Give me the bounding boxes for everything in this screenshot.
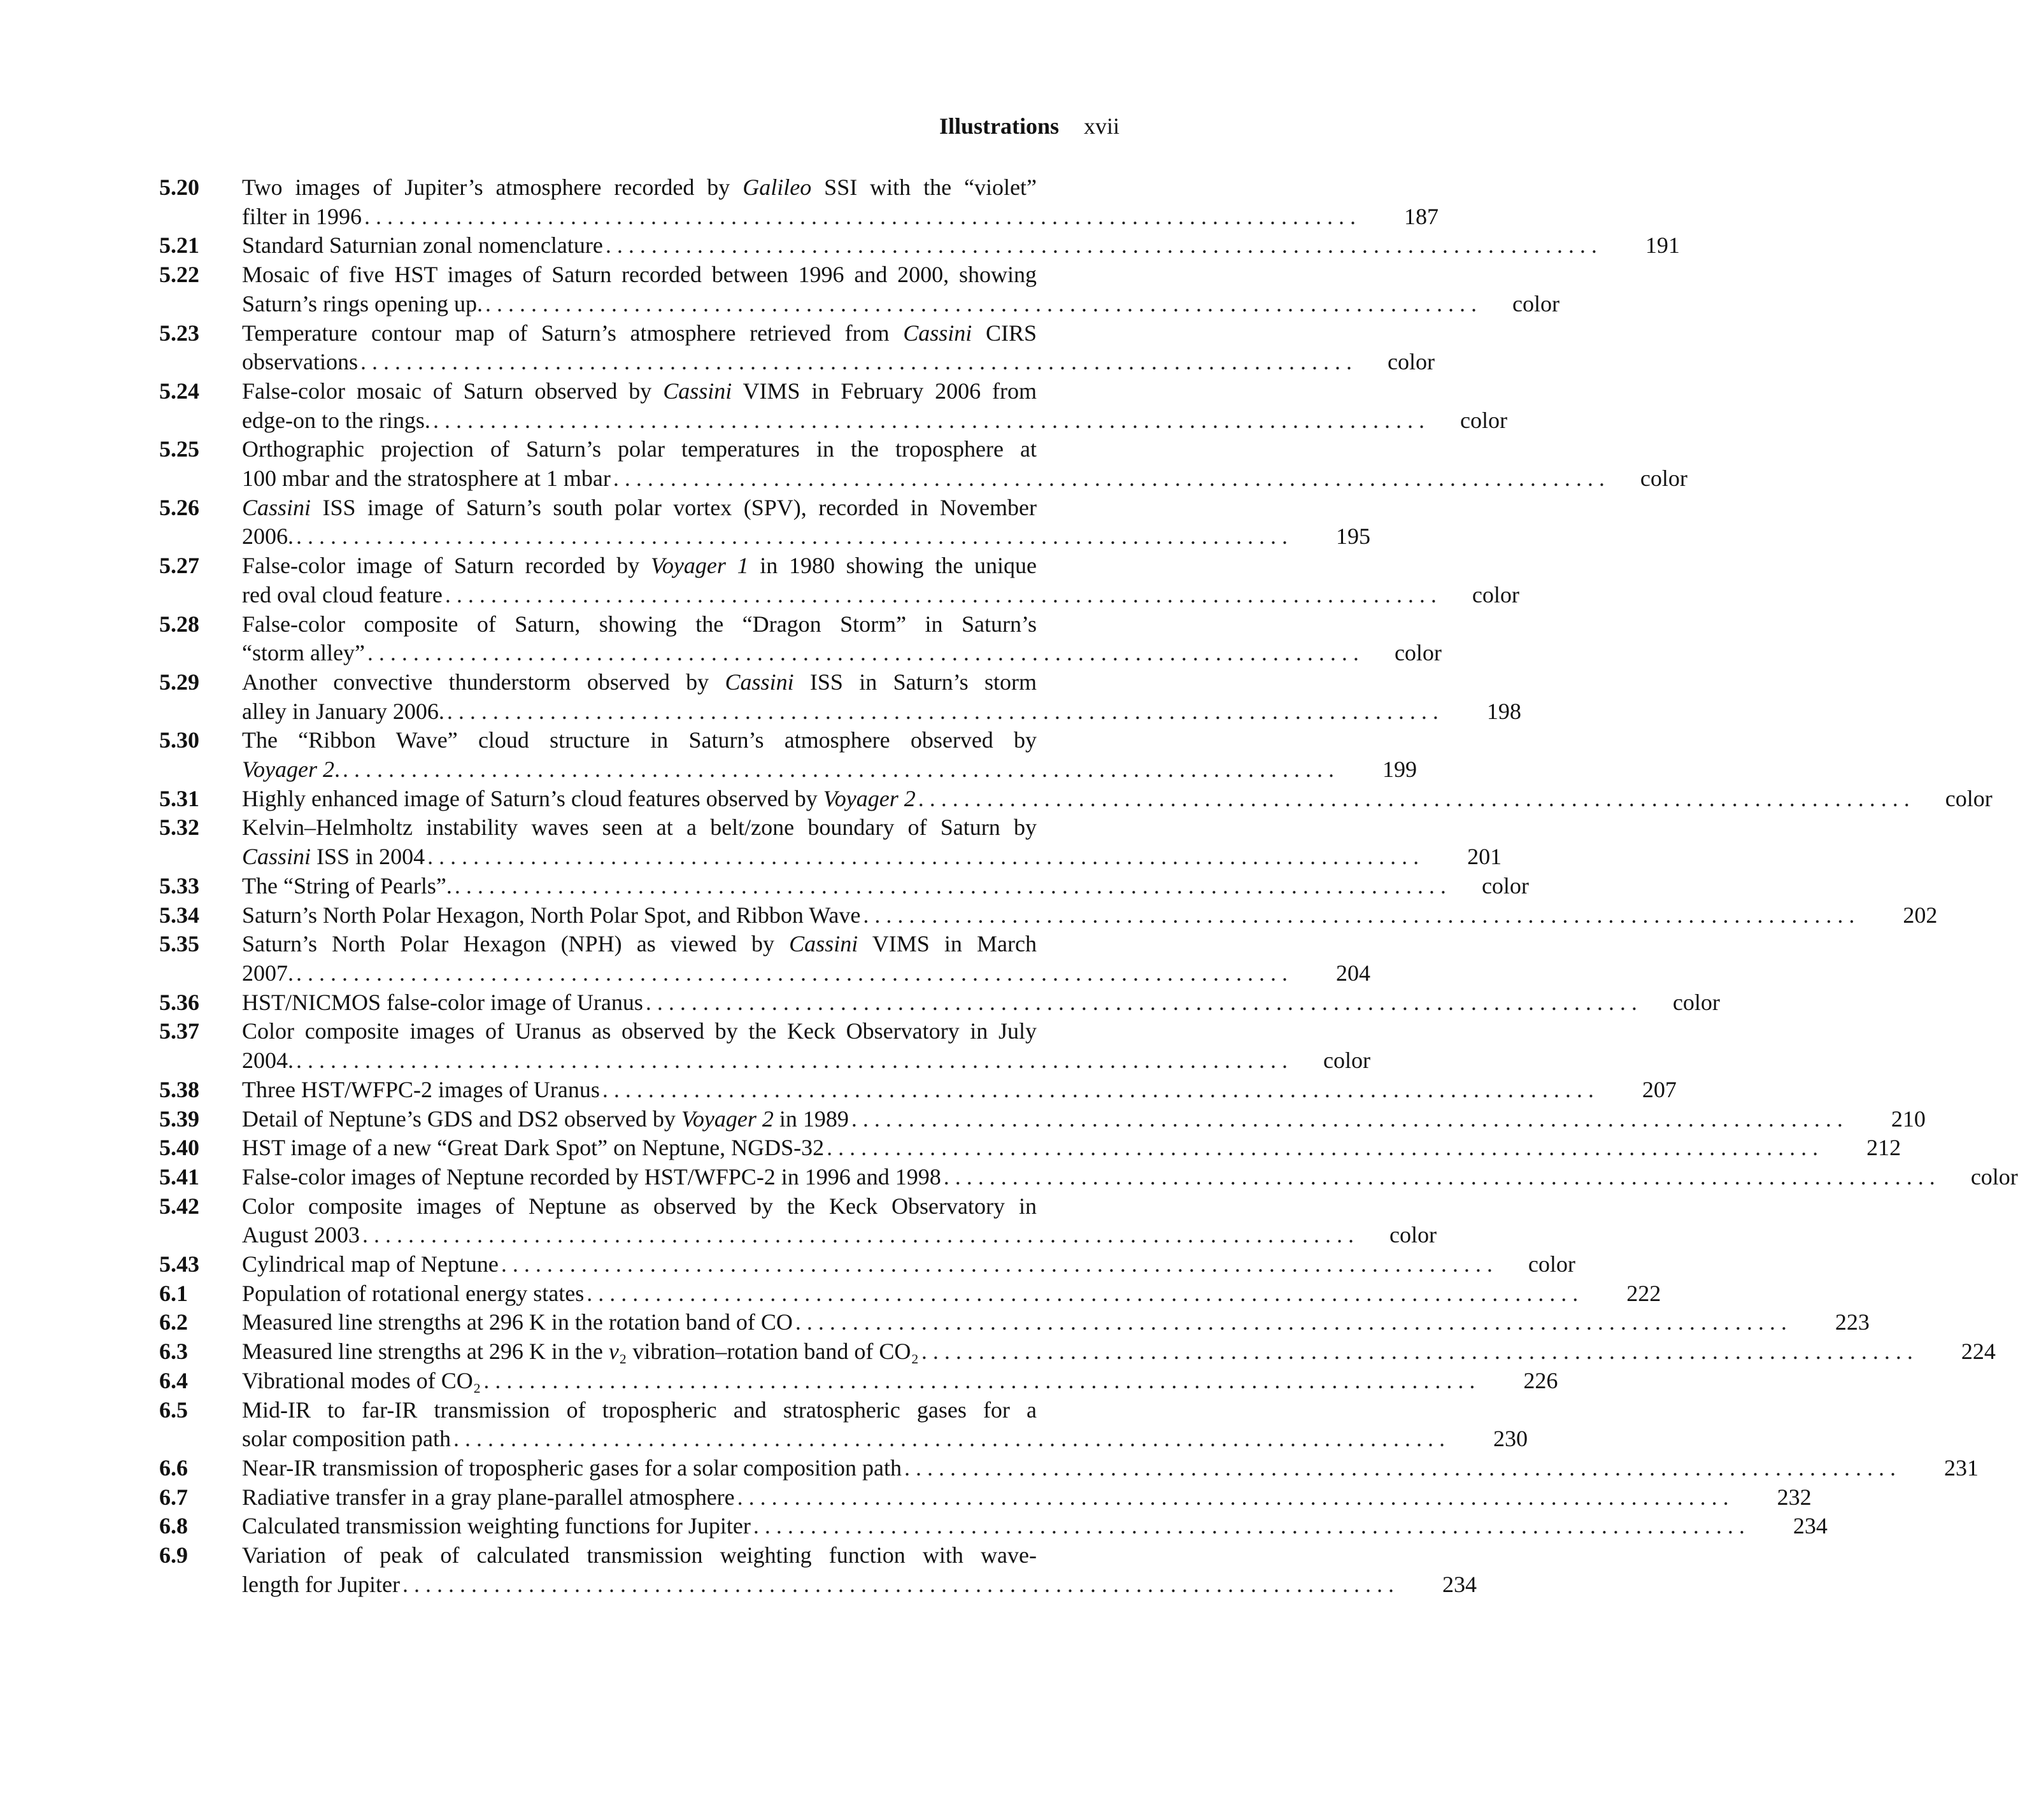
caption-text: Standard Saturnian zonal nomenclature — [242, 232, 603, 259]
page-reference: 199 — [1382, 757, 1417, 783]
caption-line: False-color image of Saturn recorded by Voyager 1 in 1980 showing the unique — [242, 553, 1037, 579]
caption-last-line — [242, 1483, 1812, 1512]
figure-caption — [242, 610, 1442, 668]
caption-text: Near-IR transmission of tropospheric gases for a solar composition path — [242, 1454, 902, 1481]
list-item — [159, 1541, 1477, 1599]
dot-leader: . . . . . . . . . . . . . . . . . . . . . . . . . . . . . . . . . . . . . . . . . . . . . . . . . . . . . . . . . . . . . . . . . . . . . . . . . . . . . . . . . . . . . . . — [362, 1222, 1354, 1248]
dot-leader: . . . . . . . . . . . . . . . . . . . . . . . . . . . . . . . . . . . . . . . . . . . . . . . . . . . . . . . . . . . . . . . . . . . . . . . . . . . . . . . . . . . . . . . — [645, 989, 1637, 1015]
figure-number: 6.9 — [159, 1542, 188, 1568]
dot-leader: . . . . . . . . . . . . . . . . . . . . . . . . . . . . . . . . . . . . . . . . . . . . . . . . . . . . . . . . . . . . . . . . . . . . . . . . . . . . . . . . . . . . . . . — [921, 1339, 1913, 1365]
figure-caption — [242, 260, 1560, 318]
caption-text: HST image of a new “Great Dark Spot” on Neptune, NGDS-32 — [242, 1135, 825, 1161]
list-item — [159, 668, 1521, 726]
list-item — [159, 930, 1370, 988]
page-number: xvii — [1083, 113, 1119, 139]
page-reference: 210 — [1891, 1106, 1926, 1132]
caption-text: Cylindrical map of Neptune — [242, 1251, 499, 1277]
figure-number: 5.34 — [159, 902, 199, 928]
header-title: Illustrations — [939, 113, 1059, 139]
page-reference: 226 — [1523, 1367, 1558, 1393]
figure-number: 5.28 — [159, 611, 199, 637]
figure-caption — [242, 1454, 1979, 1483]
page-reference: color — [1460, 407, 1507, 433]
list-item — [159, 872, 1529, 901]
caption-text: Calculated transmission weighting functions for Jupiter — [242, 1513, 751, 1539]
figure-caption — [242, 1017, 1370, 1075]
figure-number: 5.31 — [159, 785, 199, 811]
figure-number: 6.4 — [159, 1367, 188, 1393]
figure-number: 5.29 — [159, 669, 199, 695]
caption-line: Kelvin–Helmholtz instability waves seen at a belt/zone boundary of Saturn by — [242, 814, 1037, 841]
caption-text: solar composition path — [242, 1426, 451, 1452]
list-item — [159, 1367, 1558, 1396]
caption-last-line — [242, 959, 1370, 988]
caption-last-line — [242, 522, 1370, 551]
list-item — [159, 785, 1993, 814]
caption-last-line — [242, 1425, 1528, 1454]
figure-number: 5.41 — [159, 1163, 199, 1190]
caption-line: Another convective thunderstorm observed by Cassini ISS in Saturn’s storm — [242, 669, 1037, 695]
dot-leader: . . . . . . . . . . . . . . . . . . . . . . . . . . . . . . . . . . . . . . . . . . . . . . . . . . . . . . . . . . . . . . . . . . . . . . . . . . . . . . . . . . . . . . . — [501, 1251, 1493, 1277]
caption-last-line — [242, 464, 1688, 494]
page-reference: 198 — [1486, 698, 1521, 724]
list-item — [159, 1163, 2018, 1192]
list-item — [159, 494, 1370, 551]
caption-text: red oval cloud feature — [242, 581, 443, 608]
list-item — [159, 1017, 1370, 1075]
dot-leader: . . . . . . . . . . . . . . . . . . . . . . . . . . . . . . . . . . . . . . . . . . . . . . . . . . . . . . . . . . . . . . . . . . . . . . . . . . . . . . . . . . . . . . . — [446, 698, 1439, 724]
figure-number: 5.24 — [159, 378, 199, 404]
dot-leader: . . . . . . . . . . . . . . . . . . . . . . . . . . . . . . . . . . . . . . . . . . . . . . . . . . . . . . . . . . . . . . . . . . . . . . . . . . . . . . . . . . . . . . . — [904, 1454, 1896, 1481]
figure-caption — [242, 1076, 1677, 1105]
dot-leader: . . . . . . . . . . . . . . . . . . . . . . . . . . . . . . . . . . . . . . . . . . . . . . . . . . . . . . . . . . . . . . . . . . . . . . . . . . . . . . . . . . . . . . . — [342, 757, 1334, 783]
figure-caption — [242, 1134, 1901, 1163]
caption-text: alley in January 2006. — [242, 698, 444, 724]
caption-text: edge-on to the rings. — [242, 407, 430, 433]
figure-number: 5.22 — [159, 262, 199, 288]
list-item — [159, 1279, 1661, 1309]
page-reference: 191 — [1645, 232, 1680, 259]
caption-line: Temperature contour map of Saturn’s atmosphere retrieved from Cassini CIRS — [242, 320, 1037, 346]
dot-leader: . . . . . . . . . . . . . . . . . . . . . . . . . . . . . . . . . . . . . . . . . . . . . . . . . . . . . . . . . . . . . . . . . . . . . . . . . . . . . . . . . . . . . . . — [444, 581, 1437, 608]
caption-last-line — [242, 901, 1938, 930]
caption-text: observations — [242, 349, 358, 375]
caption-last-line — [242, 639, 1442, 668]
list-item — [159, 231, 1680, 260]
page-reference: 212 — [1866, 1135, 1901, 1161]
figure-number: 6.6 — [159, 1454, 188, 1481]
figure-caption — [242, 1308, 1870, 1337]
page-reference: color — [1528, 1251, 1575, 1277]
page-reference: 224 — [1961, 1339, 1996, 1365]
caption-last-line — [242, 1337, 1996, 1367]
caption-line: Cassini ISS image of Saturn’s south polar vortex (SPV), recorded in November — [242, 494, 1037, 520]
figure-caption — [242, 1541, 1477, 1599]
caption-line: Mid-IR to far-IR transmission of tropospheric and stratospheric gases for a — [242, 1397, 1037, 1423]
page-reference: color — [1640, 466, 1688, 492]
figure-number: 5.37 — [159, 1018, 199, 1044]
caption-text: Population of rotational energy states — [242, 1280, 585, 1306]
dot-leader: . . . . . . . . . . . . . . . . . . . . . . . . . . . . . . . . . . . . . . . . . . . . . . . . . . . . . . . . . . . . . . . . . . . . . . . . . . . . . . . . . . . . . . . — [605, 232, 1597, 259]
caption-last-line — [242, 1134, 1901, 1163]
dot-leader: . . . . . . . . . . . . . . . . . . . . . . . . . . . . . . . . . . . . . . . . . . . . . . . . . . . . . . . . . . . . . . . . . . . . . . . . . . . . . . . . . . . . . . . — [918, 785, 1910, 811]
page-reference: 187 — [1403, 203, 1439, 229]
figure-caption — [242, 1483, 1812, 1512]
figure-caption — [242, 377, 1507, 435]
figure-caption — [242, 173, 1439, 231]
dot-leader: . . . . . . . . . . . . . . . . . . . . . . . . . . . . . . . . . . . . . . . . . . . . . . . . . . . . . . . . . . . . . . . . . . . . . . . . . . . . . . . . . . . . . . . — [863, 902, 1855, 928]
figure-caption — [242, 1367, 1558, 1396]
caption-last-line — [242, 231, 1680, 260]
figure-caption — [242, 1250, 1575, 1279]
page-reference: color — [1970, 1163, 2018, 1190]
figure-caption — [242, 435, 1688, 493]
caption-text: Measured line strengths at 296 K in the ν₂ vibration–rotation band of CO₂ — [242, 1339, 919, 1365]
caption-text: length for Jupiter — [242, 1571, 400, 1597]
list-item — [159, 1308, 1870, 1337]
caption-text: 2006. — [242, 523, 294, 550]
illustrations-list — [159, 173, 2018, 1599]
figure-number: 5.26 — [159, 494, 199, 520]
list-item — [159, 901, 1938, 930]
figure-caption — [242, 668, 1521, 726]
dot-leader: . . . . . . . . . . . . . . . . . . . . . . . . . . . . . . . . . . . . . . . . . . . . . . . . . . . . . . . . . . . . . . . . . . . . . . . . . . . . . . . . . . . . . . . — [296, 523, 1288, 550]
figure-caption — [242, 319, 1435, 377]
figure-number: 5.23 — [159, 320, 199, 346]
caption-last-line — [242, 1221, 1437, 1250]
caption-line: Two images of Jupiter’s atmosphere recorded by Galileo SSI with the “violet” — [242, 174, 1037, 200]
list-item — [159, 551, 1519, 609]
figure-caption — [242, 551, 1519, 609]
caption-text: Three HST/WFPC-2 images of Uranus — [242, 1076, 600, 1102]
figure-number: 5.43 — [159, 1251, 199, 1277]
caption-last-line — [242, 1105, 1926, 1134]
figure-number: 5.39 — [159, 1106, 199, 1132]
caption-text: Highly enhanced image of Saturn’s cloud features observed by Voyager 2 — [242, 785, 916, 811]
page-reference: 207 — [1642, 1076, 1677, 1102]
caption-last-line — [242, 1046, 1370, 1076]
list-item — [159, 319, 1435, 377]
figure-caption — [242, 988, 1720, 1018]
caption-text: HST/NICMOS false-color image of Uranus — [242, 989, 643, 1015]
list-item — [159, 726, 1417, 784]
page-reference: 204 — [1336, 960, 1370, 986]
list-item — [159, 435, 1688, 493]
page-reference: 222 — [1626, 1280, 1661, 1306]
figure-number: 5.30 — [159, 727, 199, 753]
list-item — [159, 377, 1507, 435]
caption-line: False-color mosaic of Saturn observed by Cassini VIMS in February 2006 from — [242, 378, 1037, 404]
list-item — [159, 1250, 1575, 1279]
list-item — [159, 813, 1502, 871]
page-reference: color — [1672, 989, 1720, 1015]
list-item — [159, 1076, 1677, 1105]
list-item — [159, 1396, 1528, 1454]
caption-last-line — [242, 1308, 1870, 1337]
page-reference: 223 — [1835, 1309, 1870, 1335]
page-reference: color — [1512, 290, 1560, 316]
caption-last-line — [242, 1512, 1828, 1541]
dot-leader: . . . . . . . . . . . . . . . . . . . . . . . . . . . . . . . . . . . . . . . . . . . . . . . . . . . . . . . . . . . . . . . . . . . . . . . . . . . . . . . . . . . . . . . — [296, 960, 1288, 986]
page-reference: color — [1472, 581, 1519, 608]
caption-last-line — [242, 785, 1993, 814]
dot-leader: . . . . . . . . . . . . . . . . . . . . . . . . . . . . . . . . . . . . . . . . . . . . . . . . . . . . . . . . . . . . . . . . . . . . . . . . . . . . . . . . . . . . . . . — [795, 1309, 1787, 1335]
dot-leader: . . . . . . . . . . . . . . . . . . . . . . . . . . . . . . . . . . . . . . . . . . . . . . . . . . . . . . . . . . . . . . . . . . . . . . . . . . . . . . . . . . . . . . . — [851, 1106, 1843, 1132]
caption-last-line — [242, 872, 1529, 901]
dot-leader: . . . . . . . . . . . . . . . . . . . . . . . . . . . . . . . . . . . . . . . . . . . . . . . . . . . . . . . . . . . . . . . . . . . . . . . . . . . . . . . . . . . . . . . — [753, 1513, 1745, 1539]
figure-number: 5.21 — [159, 232, 199, 259]
figure-caption — [242, 231, 1680, 260]
caption-text: 2004. — [242, 1048, 294, 1074]
caption-last-line — [242, 1454, 1979, 1483]
figure-caption — [242, 785, 1993, 814]
dot-leader: . . . . . . . . . . . . . . . . . . . . . . . . . . . . . . . . . . . . . . . . . . . . . . . . . . . . . . . . . . . . . . . . . . . . . . . . . . . . . . . . . . . . . . . — [483, 1367, 1475, 1393]
caption-last-line — [242, 1076, 1677, 1105]
figure-caption — [242, 1192, 1437, 1250]
page-reference: 234 — [1793, 1513, 1828, 1539]
figure-caption — [242, 726, 1417, 784]
dot-leader: . . . . . . . . . . . . . . . . . . . . . . . . . . . . . . . . . . . . . . . . . . . . . . . . . . . . . . . . . . . . . . . . . . . . . . . . . . . . . . . . . . . . . . . — [427, 844, 1419, 870]
figure-caption — [242, 1163, 2018, 1192]
list-item — [159, 1454, 1979, 1483]
caption-last-line — [242, 1367, 1558, 1396]
figure-number: 6.7 — [159, 1484, 188, 1510]
figure-number: 5.25 — [159, 436, 199, 462]
figure-number: 6.3 — [159, 1339, 188, 1365]
list-item — [159, 260, 1560, 318]
dot-leader: . . . . . . . . . . . . . . . . . . . . . . . . . . . . . . . . . . . . . . . . . . . . . . . . . . . . . . . . . . . . . . . . . . . . . . . . . . . . . . . . . . . . . . . — [827, 1135, 1819, 1161]
caption-line: Saturn’s North Polar Hexagon (NPH) as viewed by Cassini VIMS in March — [242, 931, 1037, 957]
caption-text: 100 mbar and the stratosphere at 1 mbar — [242, 466, 611, 492]
page-reference: color — [1323, 1048, 1370, 1074]
caption-last-line — [242, 290, 1560, 319]
caption-text: Radiative transfer in a gray plane-parallel atmosphere — [242, 1484, 735, 1510]
list-item — [159, 1512, 1828, 1541]
list-item — [159, 988, 1720, 1018]
figure-number: 6.5 — [159, 1397, 188, 1423]
dot-leader: . . . . . . . . . . . . . . . . . . . . . . . . . . . . . . . . . . . . . . . . . . . . . . . . . . . . . . . . . . . . . . . . . . . . . . . . . . . . . . . . . . . . . . . — [737, 1484, 1729, 1510]
caption-text: Voyager 2. — [242, 757, 340, 783]
caption-last-line — [242, 1250, 1575, 1279]
figure-number: 6.2 — [159, 1309, 188, 1335]
dot-leader: . . . . . . . . . . . . . . . . . . . . . . . . . . . . . . . . . . . . . . . . . . . . . . . . . . . . . . . . . . . . . . . . . . . . . . . . . . . . . . . . . . . . . . . — [364, 203, 1356, 229]
figure-caption — [242, 1105, 1926, 1134]
list-item — [159, 173, 1439, 231]
caption-text: August 2003 — [242, 1222, 360, 1248]
dot-leader: . . . . . . . . . . . . . . . . . . . . . . . . . . . . . . . . . . . . . . . . . . . . . . . . . . . . . . . . . . . . . . . . . . . . . . . . . . . . . . . . . . . . . . . — [367, 640, 1359, 666]
dot-leader: . . . . . . . . . . . . . . . . . . . . . . . . . . . . . . . . . . . . . . . . . . . . . . . . . . . . . . . . . . . . . . . . . . . . . . . . . . . . . . . . . . . . . . . — [402, 1571, 1394, 1597]
figure-number: 5.32 — [159, 814, 199, 841]
caption-text: Detail of Neptune’s GDS and DS2 observed by Voyager 2 in 1989 — [242, 1106, 849, 1132]
figure-number: 6.1 — [159, 1280, 188, 1306]
dot-leader: . . . . . . . . . . . . . . . . . . . . . . . . . . . . . . . . . . . . . . . . . . . . . . . . . . . . . . . . . . . . . . . . . . . . . . . . . . . . . . . . . . . . . . . — [453, 1426, 1445, 1452]
figure-number: 5.36 — [159, 989, 199, 1015]
caption-last-line — [242, 1163, 2018, 1192]
page-reference: color — [1389, 1222, 1437, 1248]
page-reference: 195 — [1336, 523, 1370, 550]
list-item — [159, 1105, 1926, 1134]
page-reference: color — [1481, 872, 1529, 899]
caption-text: Cassini ISS in 2004 — [242, 844, 425, 870]
caption-last-line — [242, 842, 1502, 872]
figure-number: 5.27 — [159, 553, 199, 579]
figure-caption — [242, 1337, 1996, 1367]
caption-text: filter in 1996 — [242, 203, 362, 229]
page-reference: 231 — [1944, 1454, 1979, 1481]
list-item — [159, 1337, 1996, 1367]
caption-text: Saturn’s North Polar Hexagon, North Polar Spot, and Ribbon Wave — [242, 902, 861, 928]
dot-leader: . . . . . . . . . . . . . . . . . . . . . . . . . . . . . . . . . . . . . . . . . . . . . . . . . . . . . . . . . . . . . . . . . . . . . . . . . . . . . . . . . . . . . . . — [613, 466, 1605, 492]
caption-last-line — [242, 348, 1435, 377]
figure-caption — [242, 1396, 1528, 1454]
caption-last-line — [242, 1570, 1477, 1600]
list-item — [159, 1192, 1437, 1250]
dot-leader: . . . . . . . . . . . . . . . . . . . . . . . . . . . . . . . . . . . . . . . . . . . . . . . . . . . . . . . . . . . . . . . . . . . . . . . . . . . . . . . . . . . . . . . — [296, 1048, 1288, 1074]
dot-leader: . . . . . . . . . . . . . . . . . . . . . . . . . . . . . . . . . . . . . . . . . . . . . . . . . . . . . . . . . . . . . . . . . . . . . . . . . . . . . . . . . . . . . . . — [943, 1163, 1935, 1190]
dot-leader: . . . . . . . . . . . . . . . . . . . . . . . . . . . . . . . . . . . . . . . . . . . . . . . . . . . . . . . . . . . . . . . . . . . . . . . . . . . . . . . . . . . . . . . — [586, 1280, 1579, 1306]
dot-leader: . . . . . . . . . . . . . . . . . . . . . . . . . . . . . . . . . . . . . . . . . . . . . . . . . . . . . . . . . . . . . . . . . . . . . . . . . . . . . . . . . . . . . . . — [454, 872, 1446, 899]
caption-line: The “Ribbon Wave” cloud structure in Saturn’s atmosphere observed by — [242, 727, 1037, 753]
page-reference: color — [1388, 349, 1435, 375]
caption-line: Variation of peak of calculated transmission weighting function with wave- — [242, 1542, 1037, 1568]
list-item — [159, 1483, 1812, 1512]
figure-number: 5.40 — [159, 1135, 199, 1161]
running-header — [939, 111, 1119, 141]
caption-text: Saturn’s rings opening up. — [242, 290, 483, 316]
page-reference: 234 — [1442, 1571, 1477, 1597]
figure-caption — [242, 1512, 1828, 1541]
figure-caption — [242, 1279, 1661, 1309]
caption-last-line — [242, 755, 1417, 785]
figure-caption — [242, 494, 1370, 551]
dot-leader: . . . . . . . . . . . . . . . . . . . . . . . . . . . . . . . . . . . . . . . . . . . . . . . . . . . . . . . . . . . . . . . . . . . . . . . . . . . . . . . . . . . . . . . — [602, 1076, 1594, 1102]
caption-text: Vibrational modes of CO₂ — [242, 1367, 481, 1393]
figure-number: 5.38 — [159, 1076, 199, 1102]
caption-text: False-color images of Neptune recorded by HST/WFPC-2 in 1996 and 1998 — [242, 1163, 941, 1190]
page-reference: color — [1394, 640, 1442, 666]
caption-line: Mosaic of five HST images of Saturn recorded between 1996 and 2000, showing — [242, 262, 1037, 288]
caption-text: 2007. — [242, 960, 294, 986]
dot-leader: . . . . . . . . . . . . . . . . . . . . . . . . . . . . . . . . . . . . . . . . . . . . . . . . . . . . . . . . . . . . . . . . . . . . . . . . . . . . . . . . . . . . . . . — [360, 349, 1352, 375]
page-reference: 232 — [1777, 1484, 1812, 1510]
dot-leader: . . . . . . . . . . . . . . . . . . . . . . . . . . . . . . . . . . . . . . . . . . . . . . . . . . . . . . . . . . . . . . . . . . . . . . . . . . . . . . . . . . . . . . . — [432, 407, 1425, 433]
caption-last-line — [242, 406, 1507, 436]
figure-caption — [242, 872, 1529, 901]
caption-line: False-color composite of Saturn, showing the “Dragon Storm” in Saturn’s — [242, 611, 1037, 637]
page-reference: 201 — [1467, 844, 1502, 870]
figure-number: 6.8 — [159, 1513, 188, 1539]
figure-number: 5.42 — [159, 1193, 199, 1219]
list-item — [159, 610, 1442, 668]
page-reference: 230 — [1493, 1426, 1528, 1452]
caption-text: The “String of Pearls”. — [242, 872, 452, 899]
caption-line: Color composite images of Neptune as observed by the Keck Observatory in — [242, 1193, 1037, 1219]
figure-number: 5.35 — [159, 931, 199, 957]
caption-last-line — [242, 1279, 1661, 1309]
caption-line: Orthographic projection of Saturn’s polar temperatures in the troposphere at — [242, 436, 1037, 462]
caption-last-line — [242, 697, 1521, 727]
figure-number: 5.33 — [159, 872, 199, 899]
figure-caption — [242, 930, 1370, 988]
page-reference: 202 — [1903, 902, 1938, 928]
caption-text: “storm alley” — [242, 640, 365, 666]
figure-caption — [242, 901, 1938, 930]
caption-last-line — [242, 581, 1519, 610]
list-item — [159, 1134, 1901, 1163]
dot-leader: . . . . . . . . . . . . . . . . . . . . . . . . . . . . . . . . . . . . . . . . . . . . . . . . . . . . . . . . . . . . . . . . . . . . . . . . . . . . . . . . . . . . . . . — [485, 290, 1477, 316]
caption-last-line — [242, 988, 1720, 1018]
caption-text: Measured line strengths at 296 K in the rotation band of CO — [242, 1309, 793, 1335]
figure-caption — [242, 813, 1502, 871]
figure-number: 5.20 — [159, 174, 199, 200]
caption-line: Color composite images of Uranus as observed by the Keck Observatory in July — [242, 1018, 1037, 1044]
caption-last-line — [242, 203, 1439, 232]
page-reference: color — [1945, 785, 1993, 811]
